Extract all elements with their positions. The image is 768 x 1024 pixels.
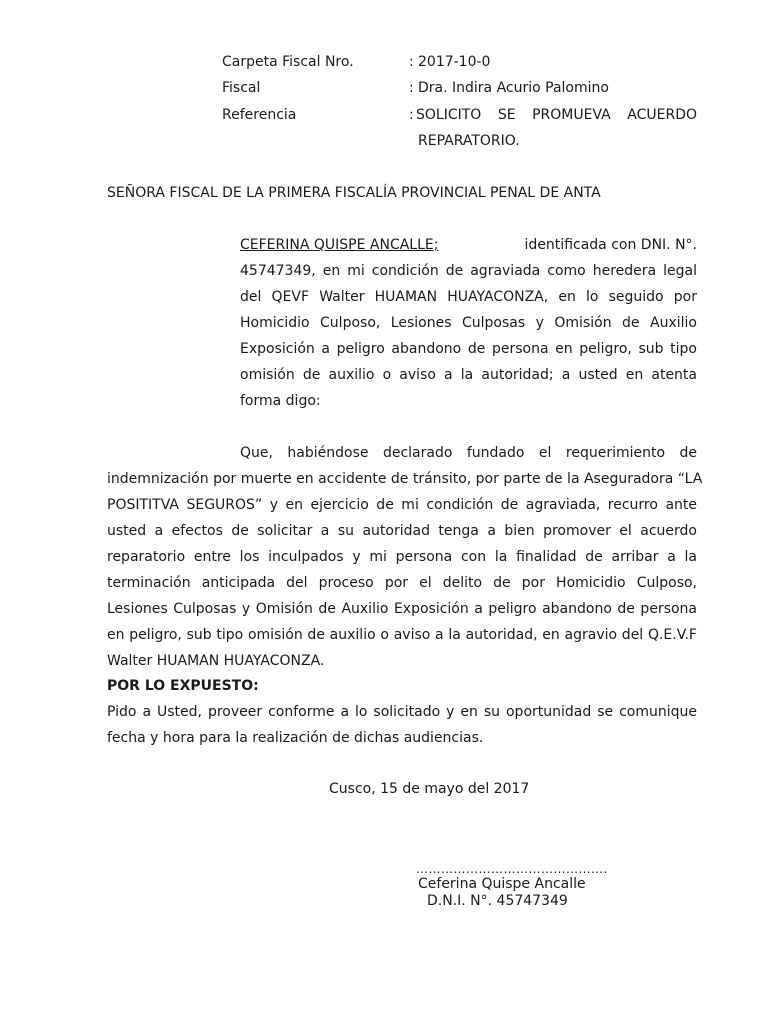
body-line: reparatorio entre los inculpados y mi persona con la finalidad de arribar a la: [107, 549, 697, 565]
body-line: terminación anticipada del proceso por el delito de por Homicidio Culposo,: [107, 575, 697, 591]
intro-line: forma digo:: [240, 393, 321, 409]
petition-line: Pido a Usted, proveer conforme a lo solicitado y en su oportunidad se comunique: [107, 704, 697, 720]
intro-line: omisión de auxilio o aviso a la autoridad; a usted en atenta: [240, 367, 697, 383]
body-line: usted a efectos de solicitar a su autoridad tenga a bien promover el acuerdo: [107, 523, 697, 539]
body-line: indemnización por muerte en accidente de tránsito, por parte de la Aseguradora “LA: [107, 471, 703, 487]
intro-line: Exposición a peligro abandono de persona en peligro, sub tipo: [240, 341, 697, 357]
header-label-referencia: Referencia: [222, 107, 297, 123]
signature-name: Ceferina Quispe Ancalle: [418, 876, 586, 892]
header-value-fiscal: Dra. Indira Acurio Palomino: [418, 80, 609, 96]
header-colon: :: [409, 54, 414, 70]
header-value-referencia-cont: REPARATORIO.: [418, 133, 520, 149]
intro-line: 45747349, en mi condición de agraviada como heredera legal: [240, 263, 697, 279]
intro-line: del QEVF Walter HUAMAN HUAYACONZA, en lo seguido por: [240, 289, 697, 305]
por-lo-expuesto-heading: POR LO EXPUESTO:: [107, 678, 259, 694]
body-line: Lesiones Culposas y Omisión de Auxilio Exposición a peligro abandono de persona: [107, 601, 697, 617]
intro-line-1-rest: identificada con DNI. N°.: [524, 237, 697, 253]
header-colon: :: [409, 107, 414, 123]
body-line: en peligro, sub tipo omisión de auxilio o aviso a la autoridad, en agravio del Q.E.V.F: [107, 627, 697, 643]
intro-line: Homicidio Culposo, Lesiones Culposas y Omisión de Auxilio: [240, 315, 697, 331]
intro-name: [240, 237, 438, 253]
header-value-referencia: SOLICITO SE PROMUEVA ACUERDO: [416, 107, 697, 123]
petitioner-name: CEFERINA QUISPE ANCALLE;: [240, 237, 439, 253]
body-line: POSITITVA SEGUROS” y en ejercicio de mi condición de agraviada, recurro ante: [107, 497, 697, 513]
signature-dni: D.N.I. N°. 45747349: [427, 893, 568, 909]
header-label-carpeta: Carpeta Fiscal Nro.: [222, 54, 354, 70]
addressee: SEÑORA FISCAL DE LA PRIMERA FISCALÍA PROVINCIAL PENAL DE ANTA: [107, 185, 601, 201]
petition-line: fecha y hora para la realización de dichas audiencias.: [107, 730, 484, 746]
body-line: Walter HUAMAN HUAYACONZA.: [107, 653, 325, 669]
header-value-carpeta: 2017-10-0: [418, 54, 491, 70]
body-first-line: Que, habiéndose declarado fundado el requerimiento de: [240, 445, 697, 461]
place-date: Cusco, 15 de mayo del 2017: [329, 781, 530, 797]
header-label-fiscal: Fiscal: [222, 80, 261, 96]
header-colon: :: [409, 80, 414, 96]
signature-line: ……………………………………….: [416, 862, 608, 876]
